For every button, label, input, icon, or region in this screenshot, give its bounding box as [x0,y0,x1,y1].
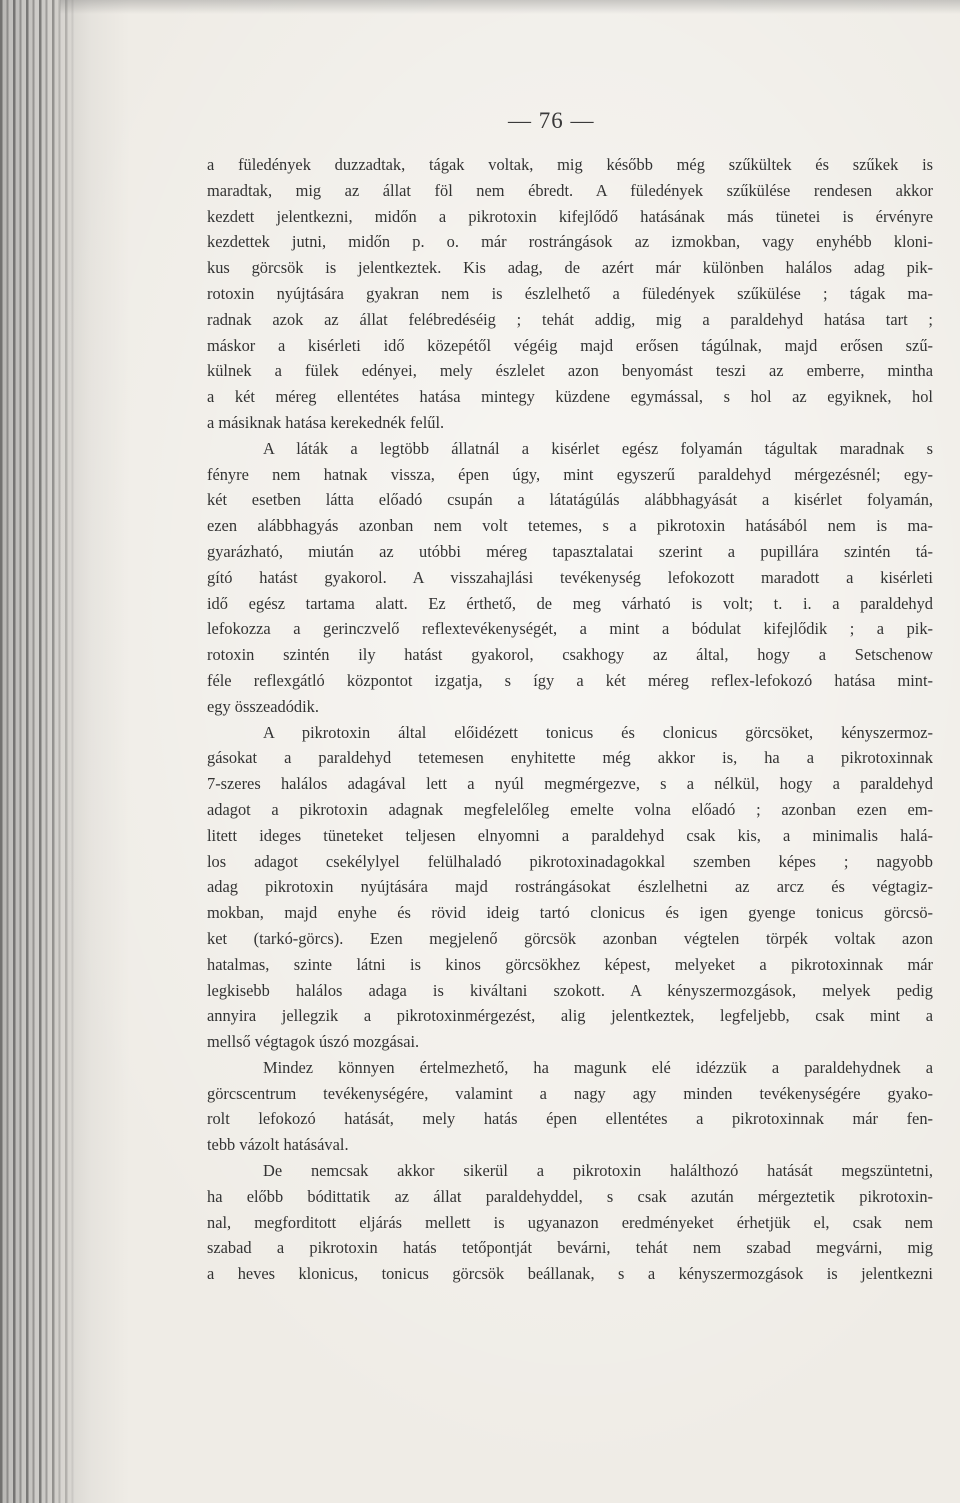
text-line: a heves klonicus, tonicus görcsök beállanak, s a kényszermozgások is jelentkezni [207,1264,933,1284]
body-text [207,152,933,1287]
text-line: gyarázható, miután az utóbbi méreg tapasztalatai szerint a pupillára szintén tá- [207,541,933,561]
paragraph-2 [207,436,933,720]
page-number: — 76 — [508,108,595,133]
text-line: hatalmas, szinte látni is kinos görcsökhez képest, melyeket a pikrotoxinnak már [207,954,933,974]
text-line: De nemcsak akkor sikerül a pikrotoxin halálthozó hatását megszüntetni, [263,1161,933,1181]
text-line: külnek a fülek edényei, mely észlelet azon benyomást teszi az emberre, mintha [207,361,933,381]
text-line: radnak azok az állat felébredéséig ; tehát addig, mig a paraldehyd hatása tart ; [207,309,933,329]
text-line: kezdettek jutni, midőn p. o. már rostrángások az izmokban, vagy enyhébb kloni- [207,232,933,252]
text-line: A pikrotoxin által előidézett tonicus és clonicus görcsöket, kényszermoz- [263,722,933,742]
paragraph-4 [207,1055,933,1158]
text-line: mellső végtagok úszó mozgásai. [207,1032,420,1052]
text-line: kezdett jelentkezni, midőn a pikrotoxin kifejlődő hatásának más tünetei is érvényre [207,206,933,226]
text-line: a füledények duzzadtak, tágak voltak, mig később még szűkültek és szűkek is [207,155,933,174]
text-line: maradtak, mig az állat föl nem ébredt. A füledények szűkülése rendesen akkor [207,180,933,200]
text-line: mokban, majd enyhe és rövid ideig tartó clonicus és igen gyenge tonicus görcsö- [207,903,933,923]
text-line: A láták a legtöbb állatnál a kisérlet egész folyamán tágultak maradnak s [263,438,933,458]
paragraph-3 [207,720,933,1055]
text-line: ha előbb bódittatik az állat paraldehyddel, s csak azután mérgeztetik pikrotoxin- [207,1186,933,1206]
text-line: kus görcsök is jelentkeztek. Kis adag, de azért már különben halálos adag pik- [207,258,933,278]
text-line: rotoxin szintén ily hatást gyakorol, csakhogy az által, hogy a Setschenow [207,645,933,665]
text-line: lefokozza a gerinczvelő reflextevékenységét, a mint a bódulat kifejlődik ; a pik- [207,619,933,639]
text-line: adag pikrotoxin nyújtására majd rostrángásokat észlelhetni az arcz és végtagiz- [207,877,933,897]
text-line: annyira jellegzik a pikrotoxinmérgezést, alig jelentkeztek, legfeljebb, csak mint a [207,1006,933,1026]
paragraph-1 [207,152,933,436]
text-line: 7-szeres halálos adagával lett a nyúl megmérgezve, s a nélkül, hogy a paraldehyd [207,774,933,794]
text-line: szabad a pikrotoxin hatás tetőpontját bevárni, tehát nem szabad megvárni, mig [207,1238,933,1258]
text-line: ket (tarkó-görcs). Ezen megjelenő görcsök azonban végtelen törpék voltak azon [207,928,933,948]
text-line: fényre nem hatnak vissza, épen úgy, mint egyszerű paraldehyd mérgezésnél; egy- [207,464,933,484]
text-line: idő egész tartama alatt. Ez érthető, de meg várható is volt; t. i. a paraldehyd [207,593,933,613]
paragraph-5 [207,1158,933,1287]
text-line: görcscentrum tevékenységére, valamint a nagy agy minden tevékenységére gyako- [207,1083,933,1103]
text-line: adagot a pikrotoxin adagnak megfelelőleg emelte volna előadó ; azonban ezen em- [207,799,933,819]
text-line: máskor a kisérleti idő közepétől végéig majd erősen tágúlnak, majd erősen szű- [207,335,933,355]
text-line: rotoxin nyújtására gyakran nem is észlelhető a füledények szűkülése ; tágak ma- [207,283,933,303]
book-spine-edge [0,0,78,1503]
text-line: féle reflexgátló központot izgatja, s így a két méreg reflex-lefokozó hatása mint- [207,670,933,690]
text-line: egy összeadódik. [207,696,319,716]
text-line: rolt lefokozó hatását, mely hatás épen ellentétes a pikrotoxinnak már fen- [207,1109,933,1129]
text-line: Mindez könnyen értelmezhető, ha magunk elé idézzük a paraldehydnek a [263,1057,933,1077]
text-line: nal, megforditott eljárás mellett is ugyanazon eredményeket érhetjük el, csak nem [207,1212,933,1232]
text-line: gásokat a paraldehyd tetemesen enyhitette még akkor is, ha a pikrotoxinnak [207,748,933,768]
text-line: két esetben látta előadó csupán a látatágúlás alábbhagyását a kisérlet folyamán, [207,490,933,510]
text-line: ezen alábbhagyás azonban nem volt tetemes, s a pikrotoxin hatásából nem is ma- [207,516,933,536]
text-line: litett ideges tüneteket teljesen elnyomni a paraldehyd csak kis, a minimalis halá- [207,825,933,845]
text-line: legkisebb halálos adaga is kiváltani szokott. A kényszermozgások, melyek pedig [207,980,933,1000]
text-line: a másiknak hatása kerekednék felűl. [207,412,445,432]
page-top-edge [60,0,960,14]
text-line: gító hatást gyakorol. A visszahajlási tevékenység lefokozott maradott a kisérleti [207,567,933,587]
text-line: los adagot csekélylyel felülhaladó pikrotoxinadagokkal szemben képes ; nagyobb [207,851,933,871]
text-line: a két méreg ellentétes hatása mintegy küzdene egymással, s hol az egyiknek, hol [207,387,933,407]
text-line: tebb vázolt hatásával. [207,1135,349,1155]
